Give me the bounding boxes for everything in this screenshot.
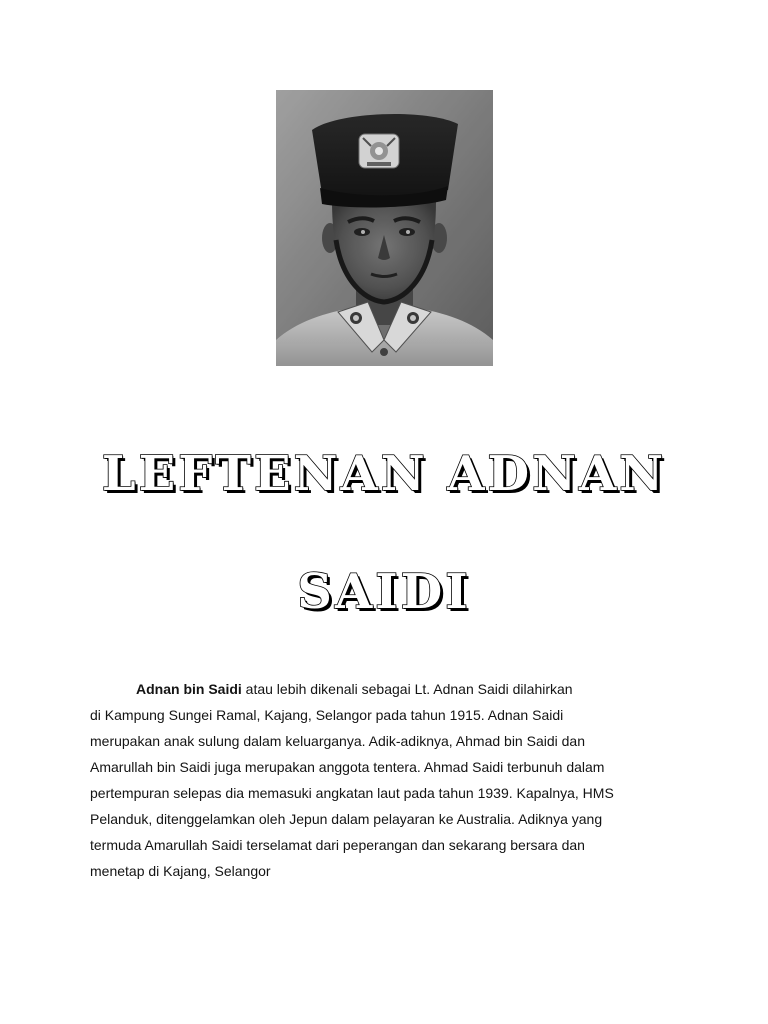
biography-paragraph — [90, 676, 670, 884]
paragraph-line-1-text: atau lebih dikenali sebagai Lt. Adnan Saidi dilahirkan — [241, 681, 573, 697]
paragraph-line: Amarullah bin Saidi juga merupakan anggota tentera. Ahmad Saidi terbunuh dalam — [90, 759, 605, 775]
lead-name: Adnan bin Saidi — [136, 681, 242, 697]
paragraph-line: pertempuran selepas dia memasuki angkatan laut pada tahun 1939. Kapalnya, HMS — [90, 785, 614, 801]
paragraph-line — [90, 676, 670, 702]
paragraph-line: di Kampung Sungei Ramal, Kajang, Selangor pada tahun 1915. Adnan Saidi — [90, 707, 564, 723]
title-line-1: LEFTENAN ADNAN — [101, 446, 667, 502]
paragraph-line: menetap di Kajang, Selangor — [90, 863, 271, 879]
paragraph-line: Pelanduk, ditenggelamkan oleh Jepun dalam pelayaran ke Australia. Adiknya yang — [90, 811, 603, 827]
paragraph-line: merupakan anak sulung dalam keluarganya. Adik-adiknya, Ahmad bin Saidi dan — [90, 733, 585, 749]
title-line-2: SAIDI — [297, 564, 471, 620]
paragraph-line: termuda Amarullah Saidi terselamat dari peperangan dan sekarang bersara dan — [90, 837, 585, 853]
portrait-illustration — [276, 90, 493, 366]
portrait-photo — [276, 90, 493, 366]
